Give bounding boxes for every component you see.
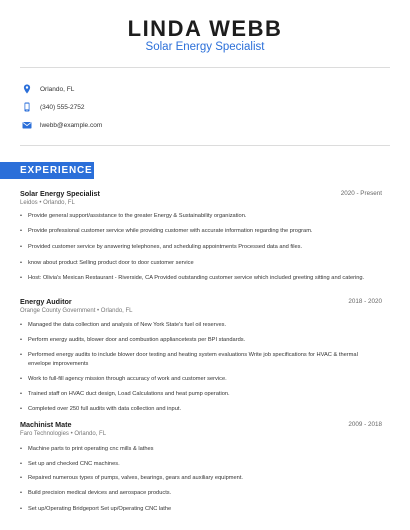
candidate-title: Solar Energy Specialist (145, 41, 265, 53)
job-dates: 2018 - 2020 (348, 298, 382, 305)
job-bullet (20, 212, 375, 221)
job-bullet (20, 390, 375, 399)
map-pin-icon (22, 84, 32, 94)
job-dates: 2009 - 2018 (348, 421, 382, 428)
job-bullet (20, 460, 375, 469)
candidate-name: LINDA WEBB (127, 16, 283, 41)
job-bullet (20, 243, 375, 252)
bullet-text: Provide general support/assistance to the greater Energy & Sustainability organization. (28, 213, 247, 219)
envelope-icon (22, 120, 32, 130)
bullet-text: Provided customer service by answering telephones, and scheduling appointments Processed data and files. (28, 244, 303, 250)
job-bullet (20, 336, 375, 345)
job-bullet (20, 445, 375, 454)
bullet-mark: • (20, 406, 22, 412)
contact-email[interactable] (22, 120, 102, 130)
job-title: Energy Auditor (20, 297, 72, 306)
location-text: Orlando, FL (40, 85, 75, 93)
job-bullet (20, 259, 375, 268)
bullet-text: Set up/Operating Bridgeport Set up/Operating CNC lathe (28, 506, 172, 512)
bullet-mark: • (20, 337, 22, 343)
bullet-mark: • (20, 391, 22, 397)
job-bullet (20, 351, 375, 368)
job-bullet (20, 321, 375, 330)
job-dates: 2020 - Present (340, 190, 382, 197)
bullet-text: Set up and checked CNC machines. (28, 461, 120, 467)
bullet-mark: • (20, 506, 22, 512)
bullet-mark: • (20, 213, 22, 219)
phone-icon (22, 102, 32, 112)
job-bullet (20, 227, 375, 236)
job-bullet (20, 375, 375, 384)
bullet-text: Work to full-fill agency mission through accuracy of work and customer service. (28, 376, 227, 382)
email-text[interactable]: lwebb@example.com (40, 121, 103, 129)
bullet-text: Completed over 250 full audits with data collection and input. (28, 406, 182, 412)
contact-phone (22, 102, 84, 112)
job-company: Leidos • Orlando, FL (20, 200, 75, 206)
bullet-mark: • (20, 260, 22, 266)
experience-heading: EXPERIENCE (0, 162, 94, 179)
job-bullet (20, 505, 375, 514)
job-bullet (20, 274, 375, 283)
job-company: Orange County Government • Orlando, FL (20, 308, 133, 314)
bullet-text: Repaired numerous types of pumps, valves, bearings, gears and auxiliary equipment. (28, 475, 243, 481)
bullet-mark: • (20, 376, 22, 382)
bullet-mark: • (20, 475, 22, 481)
bullet-mark: • (20, 244, 22, 250)
phone-text: (340) 555-2752 (40, 103, 85, 111)
job-title: Machinist Mate (20, 420, 72, 429)
job-bullet (20, 405, 375, 414)
bullet-text: Trained staff on HVAC duct design, Load Calculations and heat pump operation. (28, 391, 230, 397)
bullet-mark: • (20, 490, 22, 496)
bullet-mark: • (20, 352, 22, 358)
bullet-text: know about product Selling product door to door customer service (28, 260, 194, 266)
bullet-text: Host: Olivia's Mexican Restaurant - Riverside, CA Provided outstanding customer service which included greeting sitting and catering. (28, 275, 365, 281)
bullet-mark: • (20, 228, 22, 234)
bullet-text: Performed energy audits to include blower door testing and heating system evaluations Write job specifications for HVAC & thermal envelope improvements (28, 352, 358, 367)
divider (20, 67, 390, 68)
job-bullet (20, 489, 375, 498)
bullet-text: Build precision medical devices and aerospace products. (28, 490, 172, 496)
bullet-text: Machine parts to print operating cnc mills & lathes (28, 446, 154, 452)
contact-location (22, 84, 74, 94)
bullet-mark: • (20, 446, 22, 452)
job-title: Solar Energy Specialist (20, 189, 100, 198)
job-bullet (20, 474, 375, 483)
bullet-text: Perform energy audits, blower door and combustion appliancetests per BPI standards. (28, 337, 246, 343)
job-company: Faro Technologies • Orlando, FL (20, 431, 107, 437)
bullet-mark: • (20, 275, 22, 281)
bullet-mark: • (20, 322, 22, 328)
bullet-text: Managed the data collection and analysis of New York State's fuel oil reserves. (28, 322, 227, 328)
bullet-mark: • (20, 461, 22, 467)
divider (20, 145, 390, 146)
bullet-text: Provide professional customer service while providing customer with accurate information regarding the program. (28, 228, 313, 234)
